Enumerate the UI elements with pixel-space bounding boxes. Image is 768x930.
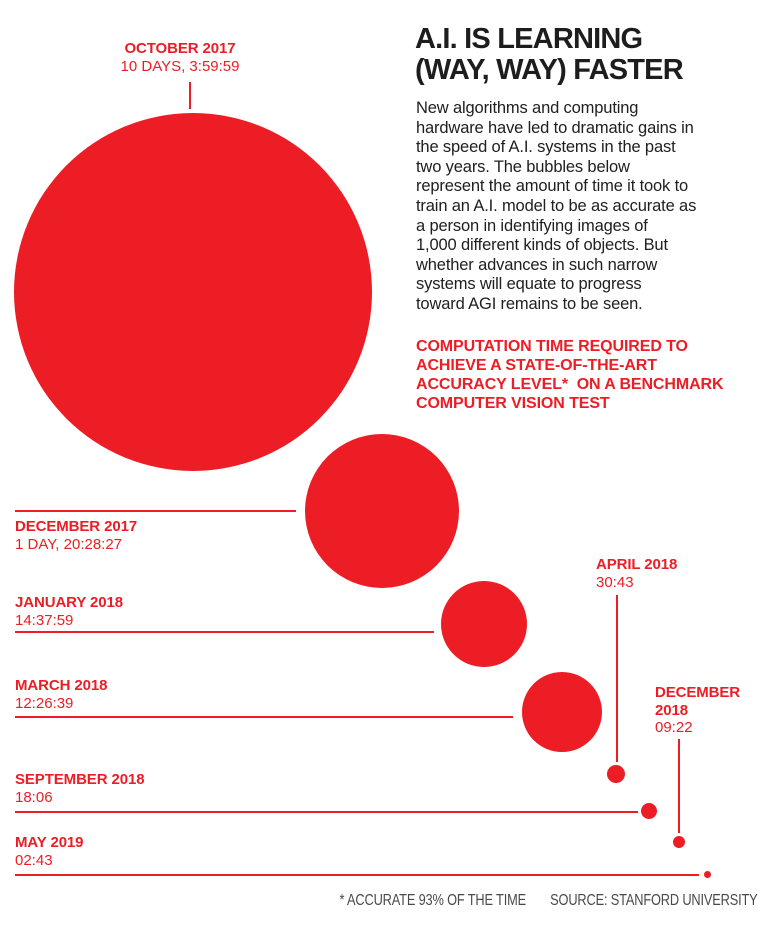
- bubble-date: SEPTEMBER 2018: [15, 771, 145, 788]
- bubble-mar-2018: [522, 672, 602, 752]
- bubble-date: MARCH 2018: [15, 677, 108, 694]
- bubble-time: 10 DAYS, 3:59:59: [120, 57, 240, 75]
- intro-line: a person in identifying images of: [416, 216, 648, 235]
- intro-line: toward AGI remains to be seen.: [416, 294, 643, 313]
- bubble-time: 14:37:59: [15, 611, 74, 629]
- label-mar-2018: [15, 677, 235, 712]
- bubble-apr-2018: [607, 765, 625, 783]
- leader-line-apr-2018: [616, 595, 618, 762]
- intro-line: hardware have led to dramatic gains in: [416, 118, 694, 137]
- bubble-time: 09:22: [655, 719, 693, 736]
- kicker-line: COMPUTATION TIME REQUIRED TO: [416, 338, 688, 355]
- bubble-date: MAY 2019: [15, 834, 84, 851]
- intro-line: train an A.I. model to be as accurate as: [416, 196, 697, 215]
- bubble-time: 30:43: [596, 573, 634, 591]
- title-line: (WAY, WAY) FASTER: [415, 54, 683, 86]
- label-dec-2018: [655, 684, 750, 737]
- accuracy-footnote: * ACCURATE 93% OF THE TIME: [339, 892, 527, 909]
- bubble-jan-2018: [441, 581, 527, 667]
- bubble-oct-2017: [14, 113, 372, 471]
- intro-text: [416, 99, 696, 315]
- intro-line: New algorithms and computing: [416, 99, 639, 117]
- label-apr-2018: [596, 556, 716, 591]
- label-oct-2017: [85, 40, 275, 75]
- intro-line: whether advances in such narrow: [416, 255, 658, 274]
- leader-line-jan-2018: [15, 631, 434, 633]
- intro-line: 1,000 different kinds of objects. But: [416, 236, 668, 255]
- leader-line-mar-2018: [15, 716, 513, 718]
- bubble-date: DECEMBER 2017: [15, 518, 138, 535]
- intro-line: represent the amount of time it took to: [416, 177, 689, 196]
- kicker-line: COMPUTER VISION TEST: [416, 395, 610, 412]
- label-may-2019: [15, 834, 235, 869]
- bubble-time: 12:26:39: [15, 694, 74, 712]
- bubble-date: DECEMBER 2018: [655, 684, 741, 719]
- chart-kicker: [416, 337, 723, 413]
- bubble-dec-2017: [305, 434, 459, 588]
- bubble-time: 02:43: [15, 851, 53, 869]
- footer: [340, 893, 758, 909]
- bubble-date: JANUARY 2018: [15, 594, 124, 611]
- label-sep-2018: [15, 771, 235, 806]
- label-jan-2018: [15, 594, 235, 629]
- bubble-time: 18:06: [15, 788, 53, 806]
- label-dec-2017: [15, 518, 235, 553]
- leader-line-oct-2017: [189, 82, 191, 109]
- leader-line-sep-2018: [15, 811, 638, 813]
- title-line: A.I. IS LEARNING: [415, 23, 643, 55]
- page-title: [415, 24, 683, 86]
- intro-line: two years. The bubbles below: [416, 157, 630, 176]
- bubble-may-2019: [704, 871, 711, 878]
- kicker-line: ACHIEVE A STATE-OF-THE-ART: [416, 357, 657, 374]
- bubble-date: OCTOBER 2017: [124, 40, 236, 57]
- bubble-time: 1 DAY, 20:28:27: [15, 535, 123, 553]
- leader-line-may-2019: [15, 874, 699, 876]
- source-credit: SOURCE: STANFORD UNIVERSITY: [550, 892, 758, 909]
- bubble-sep-2018: [641, 803, 657, 819]
- bubble-dec-2018: [673, 836, 685, 848]
- kicker-line: ACCURACY LEVEL* ON A BENCHMARK: [416, 376, 724, 393]
- intro-line: systems will equate to progress: [416, 275, 642, 294]
- bubble-date: APRIL 2018: [596, 556, 678, 573]
- leader-line-dec-2017: [15, 510, 296, 512]
- intro-line: the speed of A.I. systems in the past: [416, 138, 676, 157]
- leader-line-dec-2018: [678, 739, 680, 833]
